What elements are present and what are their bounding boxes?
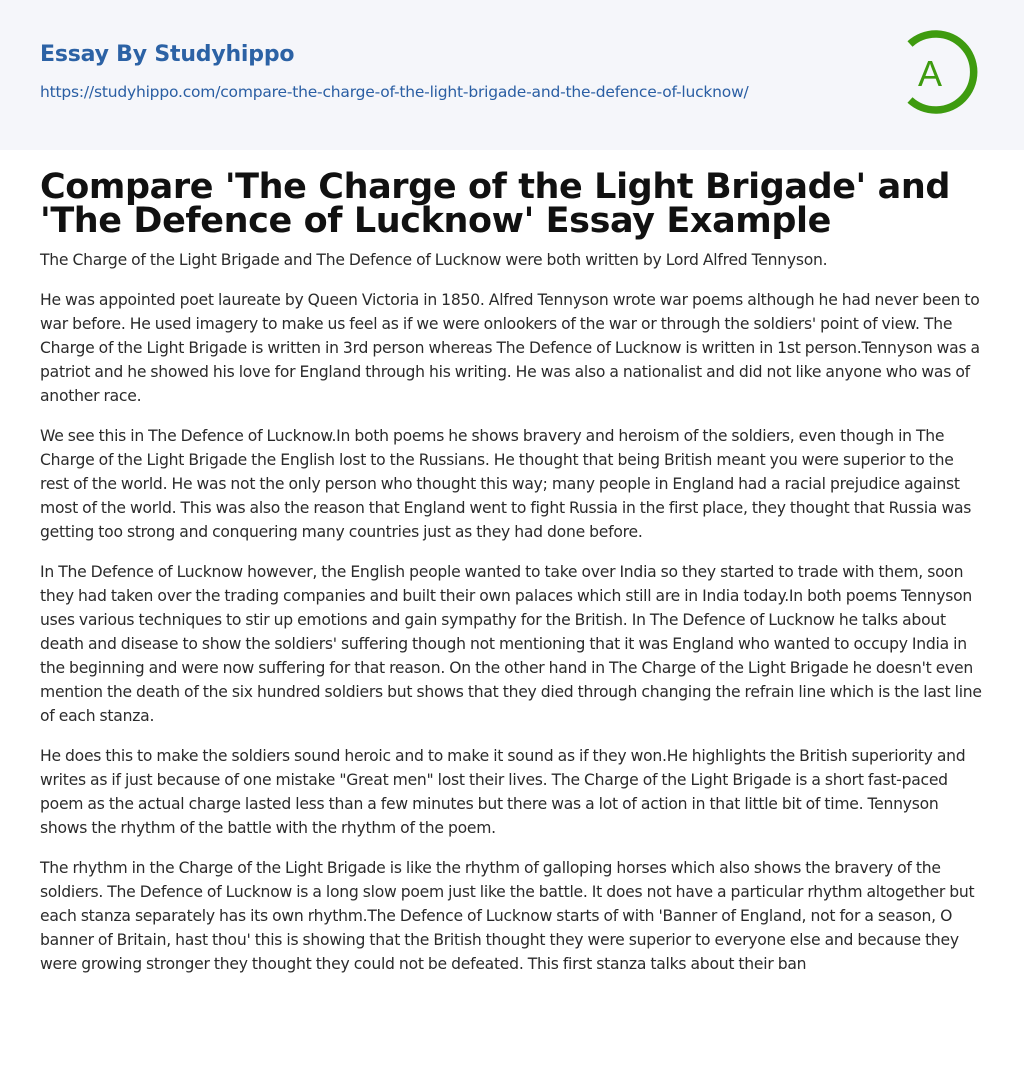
article-paragraph: The rhythm in the Charge of the Light Brigade is like the rhythm of galloping horses which also shows the bravery of the soldiers. The Defence of Lucknow is a long slow poem just like the battle. It does not have a particular rhythm altogether but each stanza separately has its own rhythm.The Defence of Lucknow starts of with 'Banner of England, not for a season, O banner of Britain, hast thou' this is showing that the British thought they were superior to everyone else and because they were growing stronger they thought they could not be defeated. This first stanza talks about their ban (40, 859, 975, 973)
article-paragraph: He was appointed poet laureate by Queen Victoria in 1850. Alfred Tennyson wrote war poems although he had never been to war before. He used imagery to make us feel as if we were onlookers of the war or through the soldiers' point of view. The Charge of the Light Brigade is written in 3rd person whereas The Defence of Lucknow is written in 1st person.Tennyson was a patriot and he showed his love for England through his writing. He was also a nationalist and did not like anyone who was of another race. (40, 291, 980, 405)
brand-title: Essay By Studyhippo (40, 42, 295, 67)
article-paragraph: He does this to make the soldiers sound heroic and to make it sound as if they won.He highlights the British superiority and writes as if just because of one mistake "Great men" lost their lives. The Charge of the Light Brigade is a short fast-paced poem as the actual charge lasted less than a few minutes but there was a lot of action in that little bit of time. Tennyson shows the rhythm of the battle with the rhythm of the poem. (40, 747, 966, 837)
article (0, 150, 1024, 1032)
article-paragraph: We see this in The Defence of Lucknow.In both poems he shows bravery and heroism of the soldiers, even though in The Charge of the Light Brigade the English lost to the Russians. He thought that being British meant you were superior to the rest of the world. He was not the only person who thought this way; many people in England had a racial prejudice against most of the world. This was also the reason that England went to fight Russia in the first place, they thought that Russia was getting too strong and conquering many countries just as they had done before. (40, 427, 972, 541)
studyhippo-logo-icon[interactable] (898, 29, 986, 115)
source-url-link[interactable]: https://studyhippo.com/compare-the-charge-of-the-light-brigade-and-the-defence-of-lucknow/ (40, 83, 749, 101)
page-title: Compare 'The Charge of the Light Brigade' and 'The Defence of Lucknow' Essay Example (40, 167, 951, 241)
logo-letter: A (917, 53, 943, 94)
logo-arc-icon (898, 29, 986, 115)
article-paragraph: The Charge of the Light Brigade and The Defence of Lucknow were both written by Lord Alfred Tennyson. (40, 251, 828, 269)
site-header (0, 0, 1024, 150)
article-paragraph: In The Defence of Lucknow however, the English people wanted to take over India so they started to trade with them, soon they had taken over the trading companies and built their own palaces which still are in India today.In both poems Tennyson uses various techniques to stir up emotions and gain sympathy for the British. In The Defence of Lucknow he talks about death and disease to show the soldiers' suffering though not mentioning that it was England who wanted to occupy India in the beginning and were now suffering for that reason. On the other hand in The Charge of the Light Brigade he doesn't even mention the death of the six hundred soldiers but shows that they died through changing the refrain line which is the last line of each stanza. (40, 563, 982, 725)
